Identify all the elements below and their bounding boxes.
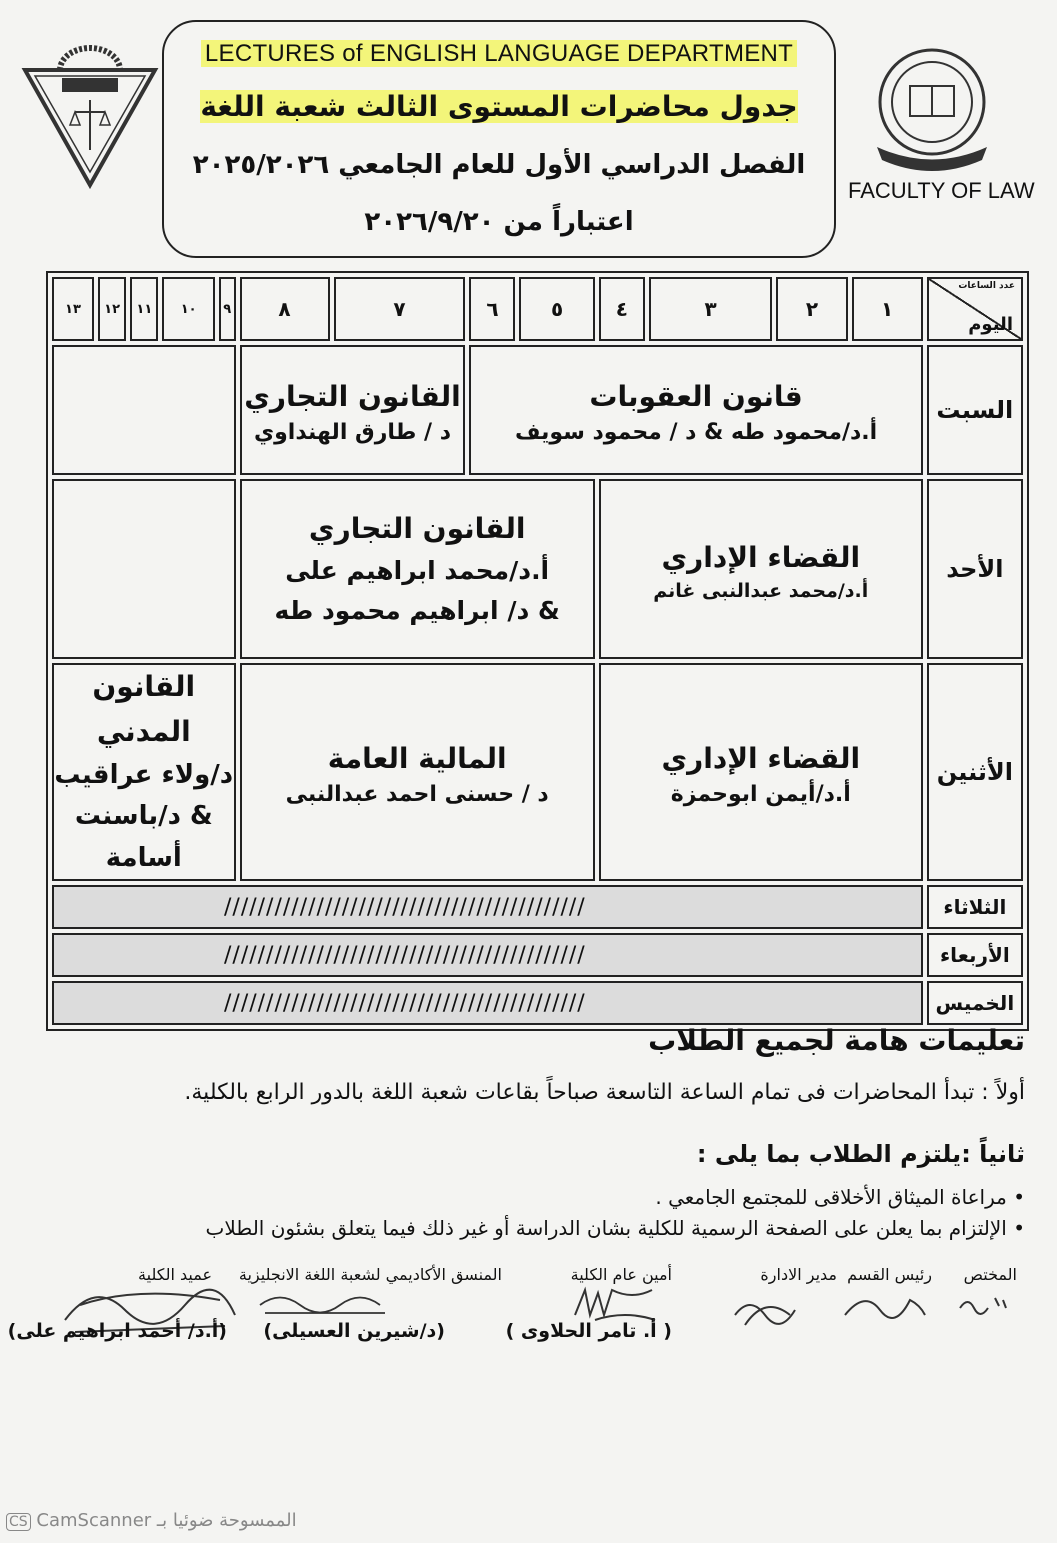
scanner-logo-icon: CS <box>6 1513 31 1531</box>
day-monday: الأثنين <box>927 663 1023 881</box>
hour-cell: ٩ <box>219 277 236 341</box>
hour-cell: ٨ <box>240 277 330 341</box>
sig-dept-head-title: رئيس القسم <box>847 1265 932 1284</box>
hour-cell: ٥ <box>519 277 594 341</box>
thursday-no-lectures: /////////////////////////////////////////// <box>52 981 923 1025</box>
title-arabic-level: جدول محاضرات المستوى الثالث شعبة اللغة <box>200 90 798 123</box>
sig-secretary-title: أمين عام الكلية <box>570 1265 672 1284</box>
monday-session-3 <box>52 663 236 881</box>
day-wednesday: الأربعاء <box>927 933 1023 977</box>
instruction-bullet-2: • الإلتزام بما يعلن على الصفحة الرسمية للكلية بشان الدراسة أو غير ذلك فيما يتعلق بشئون الطلاب <box>205 1216 1025 1240</box>
monday-session-2 <box>240 663 595 881</box>
hour-cell: ١١ <box>130 277 158 341</box>
hour-cell: ٦ <box>469 277 515 341</box>
professor-label: & د/ ابراهيم محمود طه <box>274 596 560 626</box>
professor-label: أ.د/أيمن ابوحمزة <box>670 782 851 808</box>
professor-label: د / حسنى احمد عبدالنبى <box>285 782 549 808</box>
sig-specialist-title: المختص <box>963 1265 1017 1284</box>
header-title-box <box>162 20 836 258</box>
day-label: اليوم <box>968 314 1013 335</box>
sunday-session-2 <box>240 479 595 659</box>
table-corner-cell <box>927 277 1023 341</box>
schedule-table <box>46 271 1029 1031</box>
saturday-session-1 <box>469 345 922 475</box>
faculty-of-law-label: FACULTY OF LAW <box>848 178 1035 203</box>
professor-label: د / طارق الهنداوي <box>253 419 451 445</box>
hour-cell: ٤ <box>599 277 645 341</box>
day-sunday: الأحد <box>927 479 1023 659</box>
row-saturday <box>52 345 1023 475</box>
scanner-watermark <box>6 1510 297 1531</box>
tuesday-no-lectures: /////////////////////////////////////////// <box>52 885 923 929</box>
hour-cell: ١ <box>852 277 923 341</box>
sunday-session-1 <box>599 479 923 659</box>
hour-cell: ٣ <box>649 277 773 341</box>
subject-label: القانون التجاري <box>244 380 461 414</box>
saturday-session-2 <box>240 345 466 475</box>
hour-cell: ١٣ <box>52 277 94 341</box>
signature-scribble-secretary <box>565 1280 675 1325</box>
instruction-first: أولاً : تبدأ المحاضرات فى تمام الساعة التاسعة صباحاً بقاعات شعبة اللغة بالدور الرابع بالكلية. <box>184 1080 1025 1105</box>
faculty-logo-left <box>20 40 160 190</box>
instruction-second: ثانياً :يلتزم الطلاب بما يلى : <box>696 1140 1025 1168</box>
professor-label: & د/باسنت أسامة <box>74 801 213 873</box>
row-tuesday <box>52 885 1023 929</box>
wednesday-no-lectures: /////////////////////////////////////////// <box>52 933 923 977</box>
day-saturday: السبت <box>927 345 1023 475</box>
title-arabic-start-date: اعتباراً من ٢٠٢٦/٩/٢٠ <box>364 207 634 237</box>
subject-label: قانون العقوبات <box>589 380 803 414</box>
sig-dean-title: عميد الكلية <box>138 1265 212 1284</box>
hour-cell: ١٠ <box>162 277 214 341</box>
sig-admin-manager-title: مدير الادارة <box>760 1265 837 1284</box>
professor-label: د/ولاء عراقيب <box>54 759 234 790</box>
row-monday <box>52 663 1023 881</box>
subject-label: القضاء الإداري <box>661 742 861 776</box>
sunday-empty-cell <box>52 479 236 659</box>
sig-coordinator-title: المنسق الأكاديمي لشعبة اللغة الانجليزية <box>238 1265 502 1284</box>
university-seal-right <box>862 42 1002 172</box>
subject-label: القانون التجاري <box>308 511 526 545</box>
professor-label: أ.د/محمد عبدالنبى غانم <box>653 580 869 603</box>
subject-label: المالية العامة <box>327 742 507 776</box>
hours-count-label: عدد الساعات <box>958 281 1015 291</box>
day-thursday: الخميس <box>927 981 1023 1025</box>
professor-label: أ.د/محمود طه & د / محمود سويف <box>514 419 878 445</box>
sig-coordinator-name: (د/شيرين العسيلى) <box>263 1320 445 1342</box>
subject-label: القضاء الإداري <box>661 540 861 574</box>
row-sunday <box>52 479 1023 659</box>
signature-scribble-specialist <box>955 1288 1015 1318</box>
sig-secretary-name: ( أ. تامر الحلاوى ) <box>505 1320 672 1342</box>
title-english: LECTURES of ENGLISH LANGUAGE DEPARTMENT <box>179 40 819 68</box>
instruction-bullet-1: • مراعاة الميثاق الأخلاقى للمجتمع الجامعي . <box>655 1185 1025 1209</box>
hour-cell: ٧ <box>334 277 466 341</box>
subject-label: القانون المدني <box>92 670 196 748</box>
row-wednesday <box>52 933 1023 977</box>
day-tuesday: الثلاثاء <box>927 885 1023 929</box>
professor-label: أ.د/محمد ابراهيم على <box>285 556 550 586</box>
instructions-heading: تعليمات هامة لجميع الطلاب <box>648 1024 1025 1057</box>
hour-cell: ١٢ <box>98 277 126 341</box>
saturday-empty-cell <box>52 345 236 475</box>
sig-dean-name: (أ.د/ أحمد ابراهيم على) <box>7 1320 227 1342</box>
signature-scribble-dept-head <box>840 1285 930 1325</box>
signature-scribble-coordinator <box>255 1285 405 1320</box>
monday-session-1 <box>599 663 923 881</box>
hour-cell: ٢ <box>776 277 847 341</box>
signature-scribble-admin-manager <box>725 1285 815 1335</box>
row-thursday <box>52 981 1023 1025</box>
scanner-footer-text: CamScanner الممسوحة ضوئيا بـ <box>36 1510 297 1531</box>
title-arabic-semester: الفصل الدراسي الأول للعام الجامعي ٢٠٢٥/٢٠٢٦ <box>192 150 806 180</box>
hours-header-row <box>52 277 1023 341</box>
